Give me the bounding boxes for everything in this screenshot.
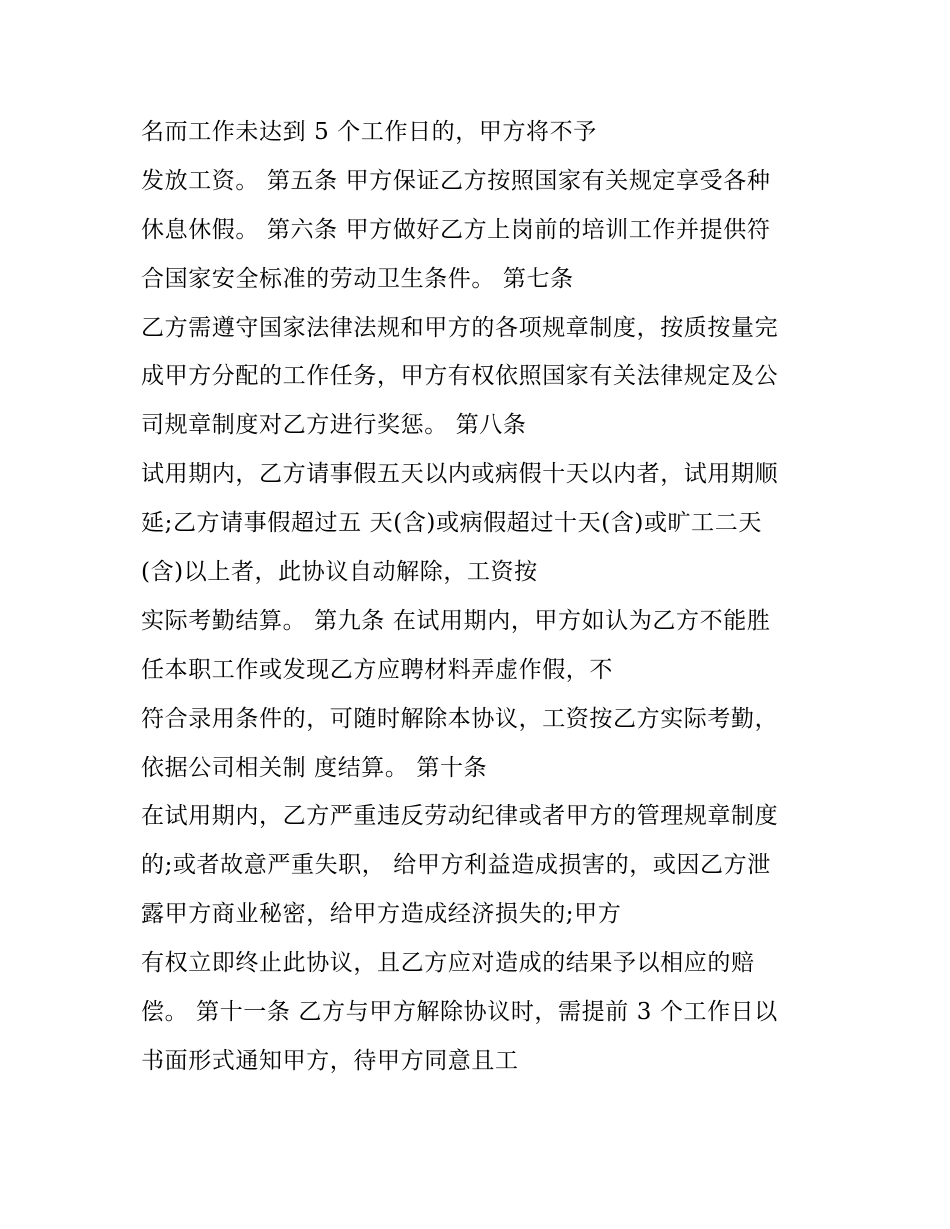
text-line: 书面形式通知甲方，待甲方同意且工 [141,1047,519,1074]
text-line: 的;或者故意严重失职， 给甲方利益造成损害的，或因乙方泄 [141,852,771,879]
text-line: 试用期内，乙方请事假五天以内或病假十天以内者，试用期顺 [141,461,779,488]
text-line: 名而工作未达到 5 个工作日的，甲方将不予 [141,119,597,145]
text-line: 成甲方分配的工作任务，甲方有权依照国家有关法律规定及公 [141,363,779,390]
text-line: 符合录用条件的，可随时解除本协议，工资按乙方实际考勤， [141,705,779,732]
text-line: 偿。 第十一条 乙方与甲方解除协议时，需提前 3 个工作日以 [141,999,778,1026]
text-line: 合国家安全标准的劳动卫生条件。 第七条 [141,265,574,292]
text-line: 实际考勤结算。 第九条 在试用期内，甲方如认为乙方不能胜 [141,607,771,634]
text-line: 司规章制度对乙方进行奖惩。 第八条 [141,412,527,439]
text-line: 发放工资。 第五条 甲方保证乙方按照国家有关规定享受各种 [141,167,771,194]
text-line: 乙方需遵守国家法律法规和甲方的各项规章制度，按质按量完 [141,314,779,341]
text-line: 延;乙方请事假超过五 天(含)或病假超过十天(含)或旷工二天 [141,510,762,537]
text-line: 休息休假。 第六条 甲方做好乙方上岗前的培训工作并提供符 [141,216,771,243]
text-line: 有权立即终止此协议，且乙方应对造成的结果予以相应的赔 [141,950,755,977]
text-line: 任本职工作或发现乙方应聘材料弄虚作假，不 [141,656,613,683]
text-line: 依据公司相关制 度结算。 第十条 [141,754,488,781]
text-line: 露甲方商业秘密，给甲方造成经济损失的;甲方 [141,901,622,928]
document-body [141,108,821,1086]
text-line: (含)以上者，此协议自动解除，工资按 [141,559,538,586]
text-line: 在试用期内，乙方严重违反劳动纪律或者甲方的管理规章制度 [141,803,779,830]
